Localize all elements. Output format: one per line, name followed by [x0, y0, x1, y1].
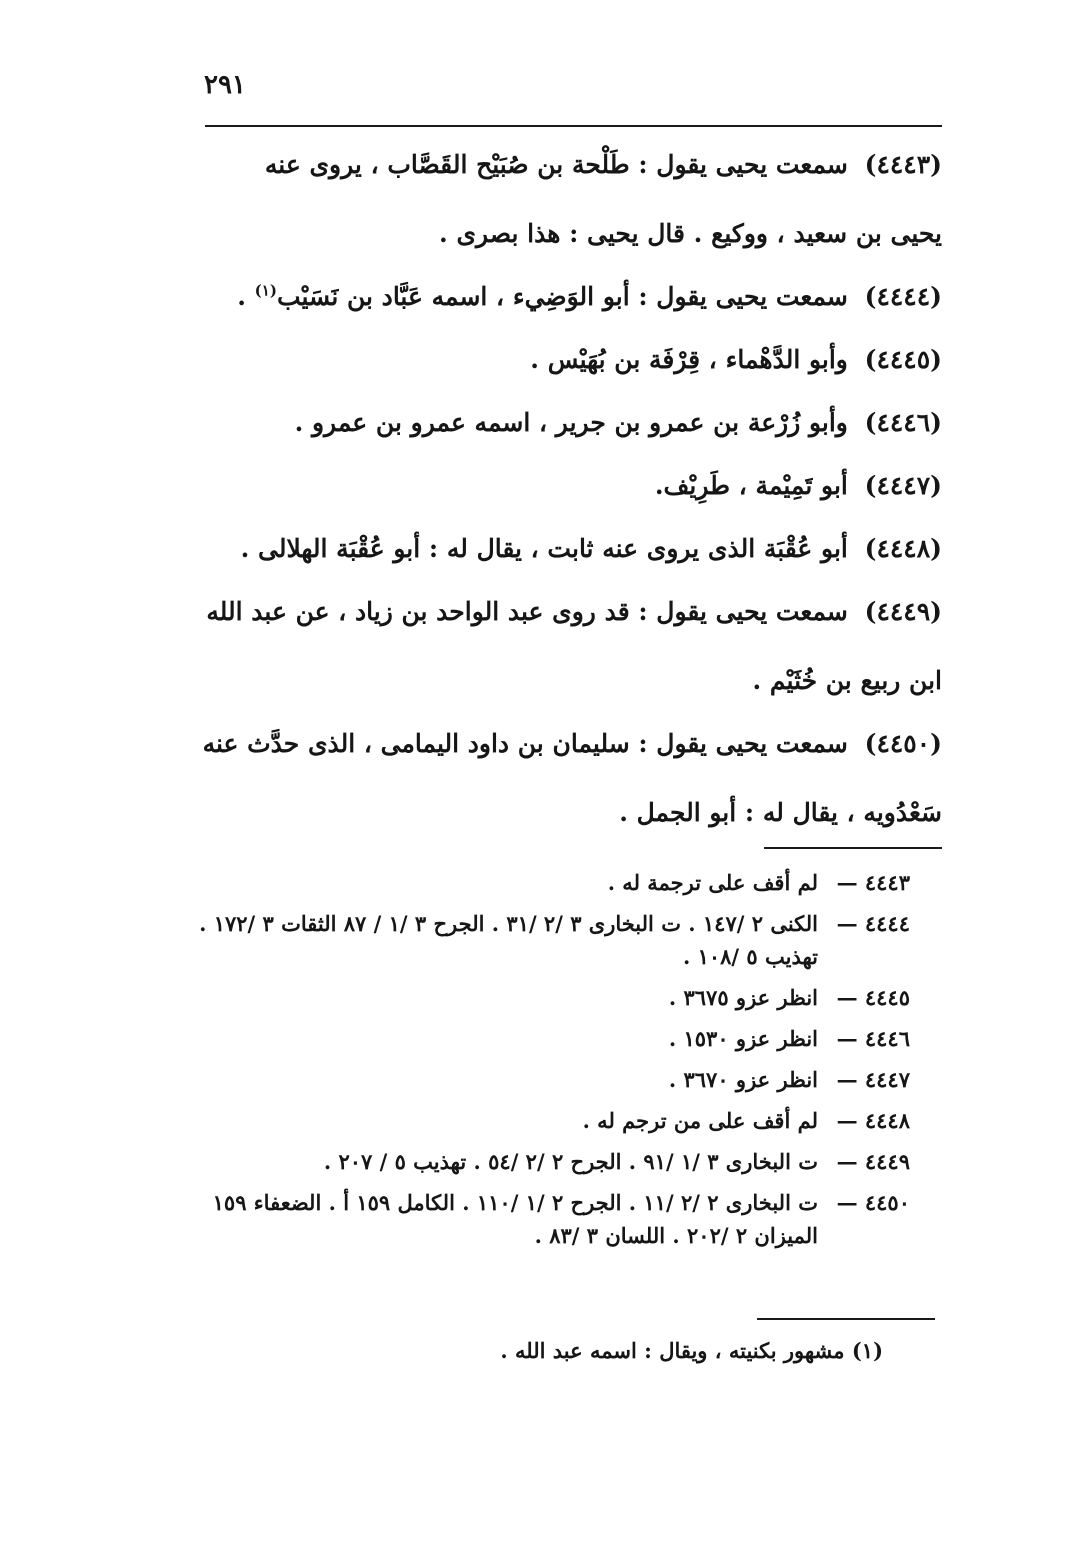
entry-number: (٤٤٤٣) [864, 150, 942, 179]
note-text: الكنى ٢ /١٤٧ . ت البخارى ٣ /٢ /٣١ . الجرح ٣ /١ / ٨٧ الثقات ٣ /١٧٢ . تهذيب ٥ /١٠٨ . [199, 911, 818, 969]
note-number: ٤٤٤٥ — [836, 985, 910, 1010]
entry-continuation: سَعْدُويه ، يقال له : أبو الجمل . [619, 798, 942, 827]
note-text: ت البخارى ٢ /٢ /١١ . الجرح ٢ /١ /١١٠ . الكامل ١٥٩ أ . الضعفاء ١٥٩ الميزان ٢ /٢٠٢ . اللسان ٣ /٨٣ . [212, 1190, 818, 1248]
entry-4446 [190, 406, 942, 440]
entry-text: سمعت يحيى يقول : قد روى عبد الواحد بن زياد ، عن عبد الله [206, 597, 848, 626]
note-number: ٤٤٤٣ — [836, 870, 910, 895]
notes-section [190, 866, 910, 1260]
entry-continuation: ابن ربيع بن خُثَيْم . [752, 666, 942, 695]
entry-4443 [190, 148, 942, 251]
entry-number: (٤٤٥٠) [864, 729, 942, 758]
entry-number: (٤٤٤٧) [864, 471, 942, 500]
note-text: انظر عزو ٣٦٧٠ . [668, 1067, 818, 1092]
entry-4445 [190, 343, 942, 377]
entry-tail: . [237, 282, 255, 311]
note-number: ٤٤٤٤ — [836, 911, 910, 936]
footnote: (١) مشهور بكنيته ، ويقال : اسمه عبد الله . [500, 1338, 883, 1363]
note-4444 [190, 907, 910, 973]
entry-4449 [190, 595, 942, 698]
entry-number: (٤٤٤٩) [864, 597, 942, 626]
page-number: ٢٩١ [204, 70, 246, 100]
entry-text: أبو عُقْبَة الذى يروى عنه ثابت ، يقال له : أبو عُقْبَة الهلالى . [240, 534, 848, 563]
note-4448 [190, 1104, 910, 1137]
notes-divider [764, 847, 942, 849]
note-number: ٤٤٥٠ — [836, 1190, 910, 1215]
entry-text: سمعت يحيى يقول : أبو الوَضِيء ، اسمه عَبَّاد بن نَسَيْب [276, 282, 848, 311]
note-4449 [190, 1145, 910, 1178]
entry-4450 [190, 727, 942, 830]
entry-text: وأبو الدَّهْماء ، قِرْفَة بن بُهَيْس . [530, 345, 848, 374]
entry-text: وأبو زُرْعة بن عمرو بن جرير ، اسمه عمرو بن عمرو . [294, 408, 848, 437]
note-text: انظر عزو ٣٦٧٥ . [668, 985, 818, 1010]
entry-text: أبو تَمِيْمة ، طَرِيْف. [654, 471, 848, 500]
footnote-ref[interactable]: (١) [254, 281, 277, 300]
entry-text: سمعت يحيى يقول : طَلْحة بن صُبَيْح القَصَّاب ، يروى عنه [264, 150, 848, 179]
entry-4447 [190, 469, 942, 503]
header-rule [205, 125, 942, 127]
entry-number: (٤٤٤٦) [864, 408, 942, 437]
entry-number: (٤٤٤٤) [864, 282, 942, 311]
entry-number: (٤٤٤٥) [864, 345, 942, 374]
note-number: ٤٤٤٨ — [836, 1108, 910, 1133]
note-4450 [190, 1186, 910, 1252]
entry-4444 [190, 280, 942, 314]
note-4443 [190, 866, 910, 899]
entry-number: (٤٤٤٨) [864, 534, 942, 563]
entries-section [190, 148, 942, 859]
footnote-divider [757, 1318, 935, 1320]
note-number: ٤٤٤٦ — [836, 1026, 910, 1051]
note-4447 [190, 1063, 910, 1096]
note-number: ٤٤٤٩ — [836, 1149, 910, 1174]
note-text: لم أقف على من ترجم له . [582, 1108, 818, 1133]
note-text: ت البخارى ٣ /١ /٩١ . الجرح ٢ /٢ /٥٤ . تهذيب ٥ / ٢٠٧ . [323, 1149, 818, 1174]
note-4446 [190, 1022, 910, 1055]
entry-4448 [190, 532, 942, 566]
entry-continuation: يحيى بن سعيد ، ووكيع . قال يحيى : هذا بصرى . [439, 219, 942, 248]
note-4445 [190, 981, 910, 1014]
note-text: لم أقف على ترجمة له . [607, 870, 818, 895]
note-text: انظر عزو ١٥٣٠ . [668, 1026, 818, 1051]
entry-text: سمعت يحيى يقول : سليمان بن داود اليمامى ، الذى حدَّث عنه [202, 729, 848, 758]
note-number: ٤٤٤٧ — [836, 1067, 910, 1092]
